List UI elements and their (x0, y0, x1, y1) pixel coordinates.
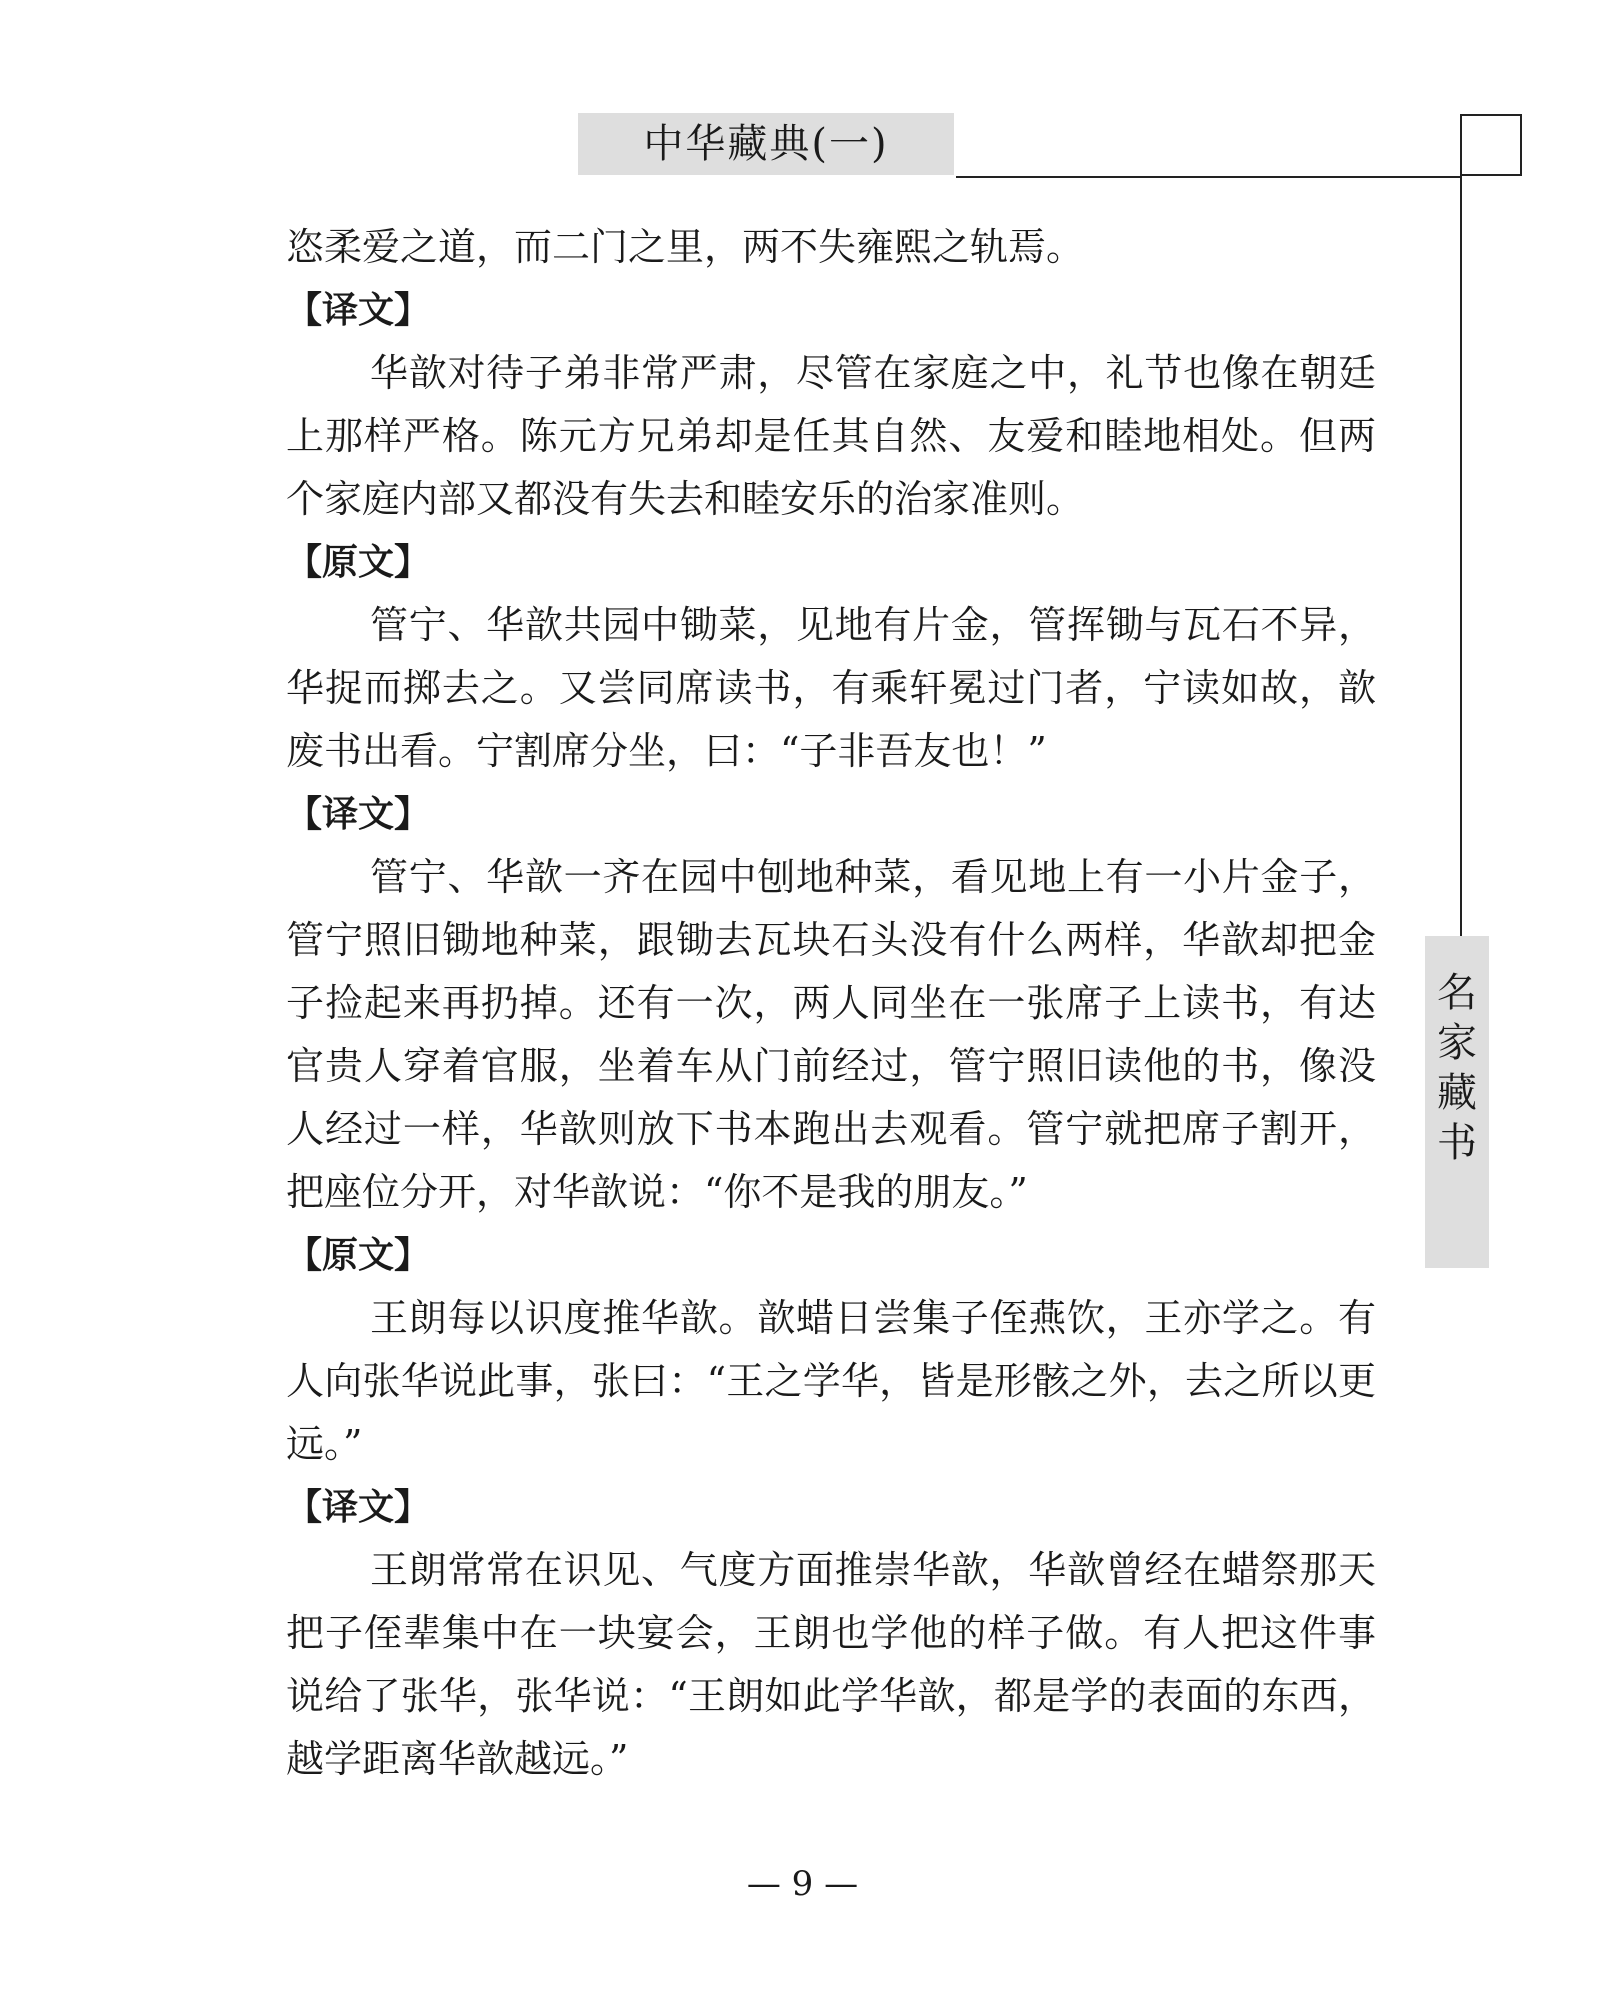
side-rule (1460, 176, 1462, 936)
section-label-original: 【原文】 (286, 1235, 431, 1276)
paragraph: 华歆对待子弟非常严肃，尽管在家庭之中，礼节也像在朝廷上那样严格。陈元方兄弟却是任其自然、友爱和睦地相处。但两个家庭内部又都没有失去和睦安乐的治家准则。 (286, 351, 1376, 521)
corner-box-ornament (1460, 114, 1522, 176)
section-label-translation: 【译文】 (286, 290, 431, 331)
section-label-translation: 【译文】 (286, 794, 431, 835)
page-body (286, 216, 1376, 1791)
section-label-translation: 【译文】 (286, 1487, 431, 1528)
paragraph: 恣柔爱之道，而二门之里，两不失雍熙之轨焉。 (286, 225, 1085, 269)
book-title: 中华藏典(一) (643, 121, 889, 167)
section-label-original: 【原文】 (286, 542, 431, 583)
side-tab-label: 名家藏书 (1437, 970, 1477, 1166)
header-rule (956, 176, 1460, 178)
page-number: — 9 — (746, 1864, 859, 1904)
paragraph: 王朗每以识度推华歆。歆蜡日尝集子侄燕饮，王亦学之。有人向张华说此事，张曰：“王之学华，皆是形骸之外，去之所以更远。” (286, 1296, 1376, 1466)
paragraph: 管宁、华歆共园中锄菜，见地有片金，管挥锄与瓦石不异，华捉而掷去之。又尝同席读书，有乘轩冕过门者，宁读如故，歆废书出看。宁割席分坐，曰：“子非吾友也！” (286, 603, 1376, 773)
paragraph: 王朗常常在识见、气度方面推崇华歆，华歆曾经在蜡祭那天把子侄辈集中在一块宴会，王朗也学他的样子做。有人把这件事说给了张华，张华说：“王朗如此学华歆，都是学的表面的东西，越学距离华歆越远。” (286, 1548, 1376, 1781)
paragraph: 管宁、华歆一齐在园中刨地种菜，看见地上有一小片金子，管宁照旧锄地种菜，跟锄去瓦块石头没有什么两样，华歆却把金子捡起来再扔掉。还有一次，两人同坐在一张席子上读书，有达官贵人穿着官服，坐着车从门前经过，管宁照旧读他的书，像没人经过一样，华歆则放下书本跑出去观看。管宁就把席子割开，把座位分开，对华歆说：“你不是我的朋友。” (286, 855, 1376, 1214)
